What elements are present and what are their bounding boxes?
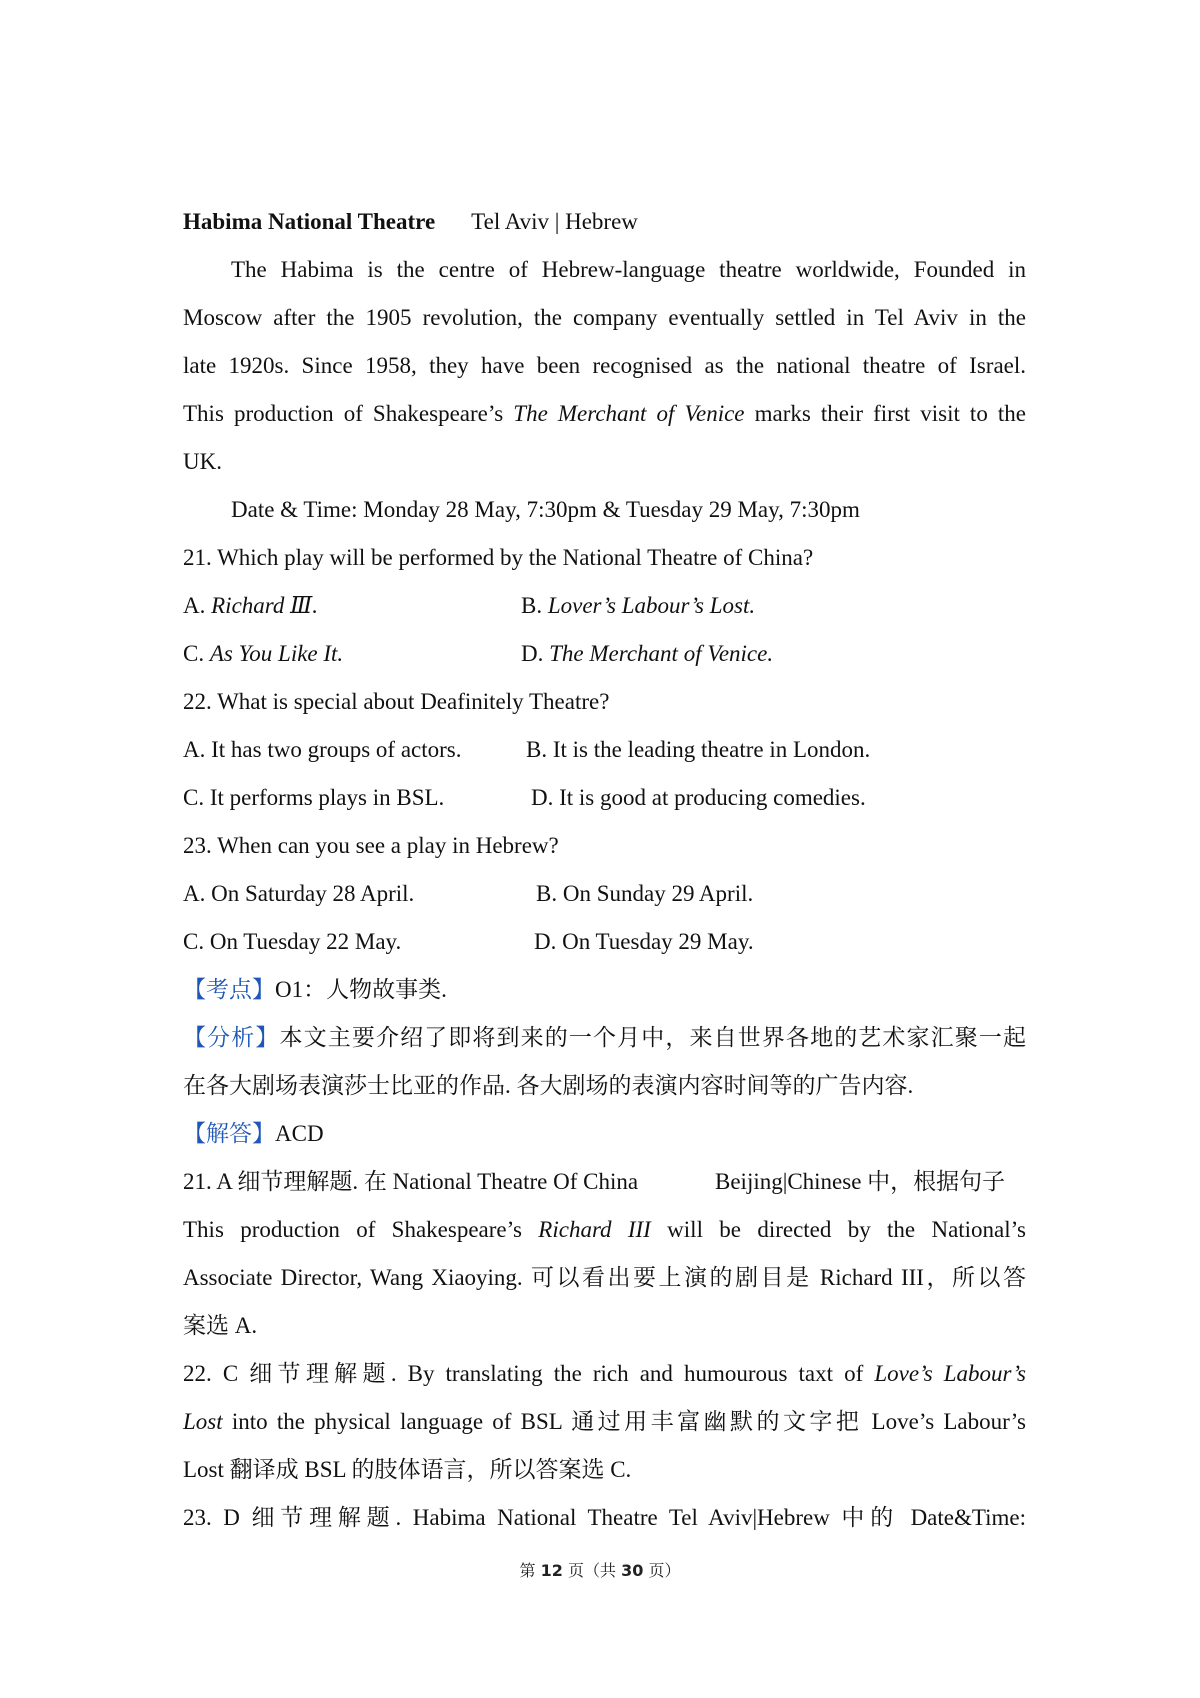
fenxi-tag: 【分析】 xyxy=(183,1025,280,1050)
text-segment: into the physical language of BSL 通过用丰富幽默的文字把 Love’s Labour’s xyxy=(222,1409,1026,1434)
text-segment: 22. C 细节理解题. By translating the rich and humourous taxt of xyxy=(183,1361,875,1386)
theatre-name: Habima National Theatre xyxy=(183,209,436,234)
answer-22-line xyxy=(183,1398,1026,1446)
option-row xyxy=(183,582,1026,630)
option-c xyxy=(183,641,343,666)
text-segment: This production of Shakespeare’s xyxy=(183,401,514,426)
text-segment: This production of Shakespeare’s xyxy=(183,1217,539,1242)
option-row xyxy=(183,774,1026,822)
option-d: D. On Tuesday 29 May. xyxy=(534,929,754,954)
theatre-datetime: Date & Time: Monday 28 May, 7:30pm & Tuesday 29 May, 7:30pm xyxy=(231,497,860,522)
play-title: The Merchant of Venice xyxy=(513,401,745,426)
option-c: C. On Tuesday 22 May. xyxy=(183,929,402,954)
question-stem: 21. Which play will be performed by the National Theatre of China? xyxy=(183,545,814,570)
footer-text: 第 xyxy=(519,1561,541,1580)
theatre-paragraph-line: UK. xyxy=(183,449,222,474)
answer-22-line xyxy=(183,1350,1026,1398)
footer-text: 页（共 xyxy=(562,1561,622,1580)
fenxi-line xyxy=(183,1014,1026,1062)
option-row xyxy=(183,870,1026,918)
option-row xyxy=(183,918,1026,966)
answer-23-line: 23. D 细节理解题. Habima National Theatre Tel Aviv|Hebrew 中的 Date&Time: xyxy=(183,1505,1026,1530)
option-letter: C. xyxy=(183,641,210,666)
text-segment: marks their first visit to the xyxy=(744,401,1026,426)
jieda-line xyxy=(183,1110,1026,1158)
theatre-paragraph-line: Moscow after the 1905 revolution, the company eventually settled in Tel Aviv in the xyxy=(183,305,1026,330)
jieda-tag: 【解答】 xyxy=(183,1121,275,1146)
option-a xyxy=(183,593,318,618)
fenxi-text: 本文主要介绍了即将到来的一个月中，来自世界各地的艺术家汇聚一起 xyxy=(279,1025,1027,1050)
kaodian-text: O1：人物故事类. xyxy=(275,977,447,1002)
option-b xyxy=(521,582,755,630)
option-text: The Merchant of Venice. xyxy=(549,641,774,666)
option-a: A. On Saturday 28 April. xyxy=(183,881,415,906)
option-letter: D. xyxy=(521,641,550,666)
question-stem: 23. When can you see a play in Hebrew? xyxy=(183,833,559,858)
theatre-paragraph-line: The Habima is the centre of Hebrew-language theatre worldwide, Founded in xyxy=(231,257,1026,282)
option-c: C. It performs plays in BSL. xyxy=(183,785,445,810)
theatre-paragraph-line: late 1920s. Since 1958, they have been recognised as the national theatre of Israel. xyxy=(183,353,1026,378)
kaodian-line xyxy=(183,966,1026,1014)
page-footer xyxy=(0,1558,1200,1581)
play-title: Love’s Labour’s xyxy=(874,1361,1026,1386)
option-text: Richard Ⅲ. xyxy=(211,593,319,618)
question-stem: 22. What is special about Deafinitely Theatre? xyxy=(183,689,610,714)
text-segment: 21. A 细节理解题. 在 National Theatre Of China xyxy=(183,1169,639,1194)
answer-21-line: 案选 A. xyxy=(183,1313,258,1338)
page-number: 12 xyxy=(540,1561,563,1580)
footer-text: 页） xyxy=(643,1561,681,1580)
option-text: As You Like It. xyxy=(209,641,344,666)
option-letter: B. xyxy=(521,593,548,618)
option-row xyxy=(183,630,1026,678)
option-letter: A. xyxy=(183,593,212,618)
option-d: D. It is good at producing comedies. xyxy=(531,785,866,810)
answer-21-line xyxy=(183,1206,1026,1254)
answer-21-line xyxy=(183,1158,1026,1206)
option-text: Lover’s Labour’s Lost. xyxy=(547,593,756,618)
page-content xyxy=(183,198,1026,1542)
option-b: B. On Sunday 29 April. xyxy=(536,881,754,906)
kaodian-tag: 【考点】 xyxy=(183,977,275,1002)
theatre-heading xyxy=(183,198,1026,246)
option-a: A. It has two groups of actors. xyxy=(183,737,462,762)
option-b: B. It is the leading theatre in London. xyxy=(526,737,871,762)
fenxi-line: 在各大剧场表演莎士比亚的作品. 各大剧场的表演内容时间等的广告内容. xyxy=(183,1073,914,1098)
play-title: Lost xyxy=(183,1409,223,1434)
text-segment: will be directed by the National’s xyxy=(650,1217,1027,1242)
text-segment: Beijing|Chinese 中，根据句子 xyxy=(715,1169,1006,1194)
option-row xyxy=(183,726,1026,774)
theatre-paragraph-line xyxy=(183,390,1026,438)
theatre-location: Tel Aviv | Hebrew xyxy=(471,209,638,234)
jieda-text: ACD xyxy=(275,1121,324,1146)
answer-22-line: Lost 翻译成 BSL 的肢体语言，所以答案选 C. xyxy=(183,1457,632,1482)
option-d xyxy=(521,630,773,678)
answer-21-line: Associate Director, Wang Xiaoying. 可以看出要上演的剧目是 Richard III，所以答 xyxy=(183,1265,1026,1290)
play-title: Richard III xyxy=(538,1217,651,1242)
total-pages: 30 xyxy=(621,1561,644,1580)
